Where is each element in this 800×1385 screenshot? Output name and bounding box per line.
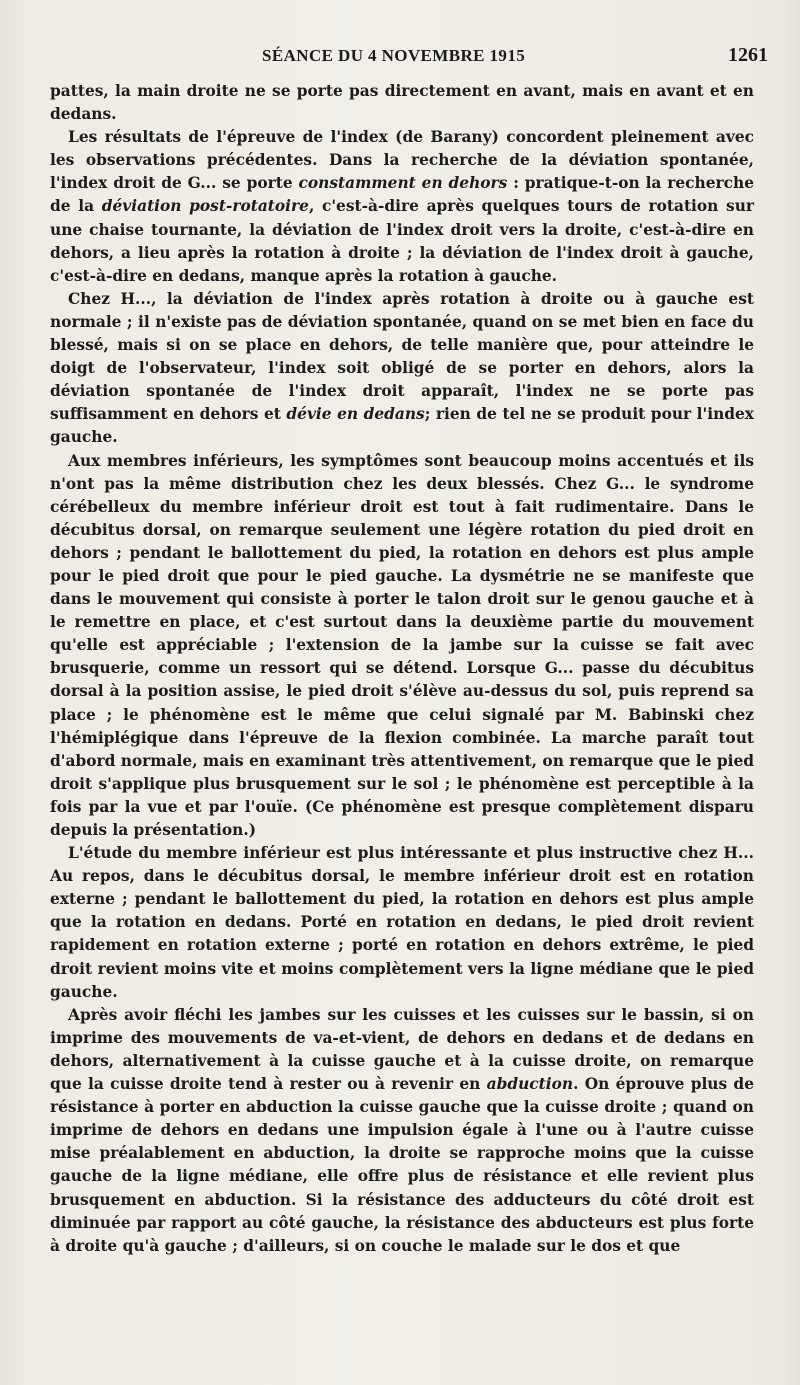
paragraph-5: L'étude du membre inférieur est plus intéressante et plus instructive chez H... Au repos, dans le décubitus dorsal, le membre inférieur droit est en rotation externe ; pendant le ballottement du pied, la rotation en dehors est plus ample que la rotation en dedans. Porté en rotation en dedans, le pied droit revient rapidement en rotation externe ; porté en rotation en dehors extrême, le pied droit revient moins vite et moins complètement vers la ligne médiane que le pied gauche. bbox=[50, 844, 754, 1001]
paragraph-1: pattes, la main droite ne se porte pas directement en avant, mais en avant et en dedans. bbox=[50, 82, 754, 124]
italic-phrase: abduction bbox=[486, 1075, 574, 1094]
paragraph-3: Chez H..., la déviation de l'index après rotation à droite ou à gauche est normale ; il n'existe pas de déviation spontanée, quand on se met bien en face du blessé, mais si on se place en dehors, de telle manière que, pour atteindre le doigt de l'observateur, l'index soit obligé de se porter en dehors, alors la déviation spontanée de l'index droit apparaît, l'index ne se porte pas suffisamment en dehors et dévie en dedans; rien de tel ne se produit pour l'index gauche. bbox=[50, 289, 754, 447]
page-header bbox=[0, 42, 800, 72]
italic-phrase: dévie en dedans bbox=[286, 405, 425, 424]
italic-phrase: constamment en dehors bbox=[298, 174, 508, 193]
paragraph-6: Après avoir fléchi les jambes sur les cuisses et les cuisses sur le bassin, si on imprime des mouvements de va-et-vient, de dehors en dedans et de dedans en dehors, alternativement à la cuisse gauche et à la cuisse droite, on remarque que la cuisse droite tend à rester ou à revenir en abduction. On éprouve plus de résistance à porter en abduction la cuisse gauche que la cuisse droite ; quand on imprime de dehors en dedans une impulsion égale à l'une ou à l'autre cuisse mise préalablement en abduction, la droite se rapproche moins que la cuisse gauche de la ligne médiane, elle offre plus de résistance et elle revient plus brusquement en abduction. Si la résistance des adducteurs du côté droit est diminuée par rapport au côté gauche, la résistance des abducteurs est plus forte à droite qu'à gauche ; d'ailleurs, si on couche le malade sur le dos et que bbox=[50, 1005, 754, 1255]
page-number: 1261 bbox=[728, 44, 768, 66]
paragraph-4: Aux membres inférieurs, les symptômes sont beaucoup moins accentués et ils n'ont pas la même distribution chez les deux blessés. Chez G... le syndrome cérébelleux du membre inférieur droit est tout à fait rudimentaire. Dans le décubitus dorsal, on remarque seulement une légère rotation du pied droit en dehors ; pendant le ballottement du pied, la rotation en dehors est plus ample pour le pied droit que pour le pied gauche. La dysmétrie ne se manifeste que dans le mouvement qui consiste à porter le talon droit sur le genou gauche et à le remettre en place, et c'est surtout dans la deuxième partie du mouvement qu'elle est appréciable ; l'extension de la jambe sur la cuisse se fait avec brusquerie, comme un ressort qui se détend. Lorsque G... passe du décubitus dorsal à la position assise, le pied droit s'élève au-dessus du sol, puis reprend sa place ; le phénomène est le même que celui signalé par M. Babinski chez l'hémiplégique dans l'épreuve de la flexion combinée. La marche paraît tout d'abord normale, mais en examinant très attentivement, on remarque que le pied droit s'applique plus brusquement sur le sol ; le phénomène est perceptible à la fois par la vue et par l'ouïe. (Ce phénomène est presque complètement disparu depuis la présentation.) bbox=[50, 451, 754, 839]
paragraph-2: Les résultats de l'épreuve de l'index (de Barany) concordent pleinement avec les observations précédentes. Dans la recherche de la déviation spontanée, l'index droit de G... se porte constamment en dehors : pratique-t-on la recherche de la déviation post-rotatoire, c'est-à-dire après quelques tours de rotation sur une chaise tournante, la déviation de l'index droit vers la droite, c'est-à-dire en dehors, a lieu après la rotation à droite ; la déviation de l'index droit à gauche, c'est-à-dire en dedans, manque après la rotation à gauche. bbox=[50, 128, 755, 285]
body-text bbox=[50, 80, 754, 1258]
running-title: SÉANCE DU 4 NOVEMBRE 1915 bbox=[262, 46, 526, 65]
italic-phrase: déviation post-rotatoire bbox=[101, 197, 309, 216]
